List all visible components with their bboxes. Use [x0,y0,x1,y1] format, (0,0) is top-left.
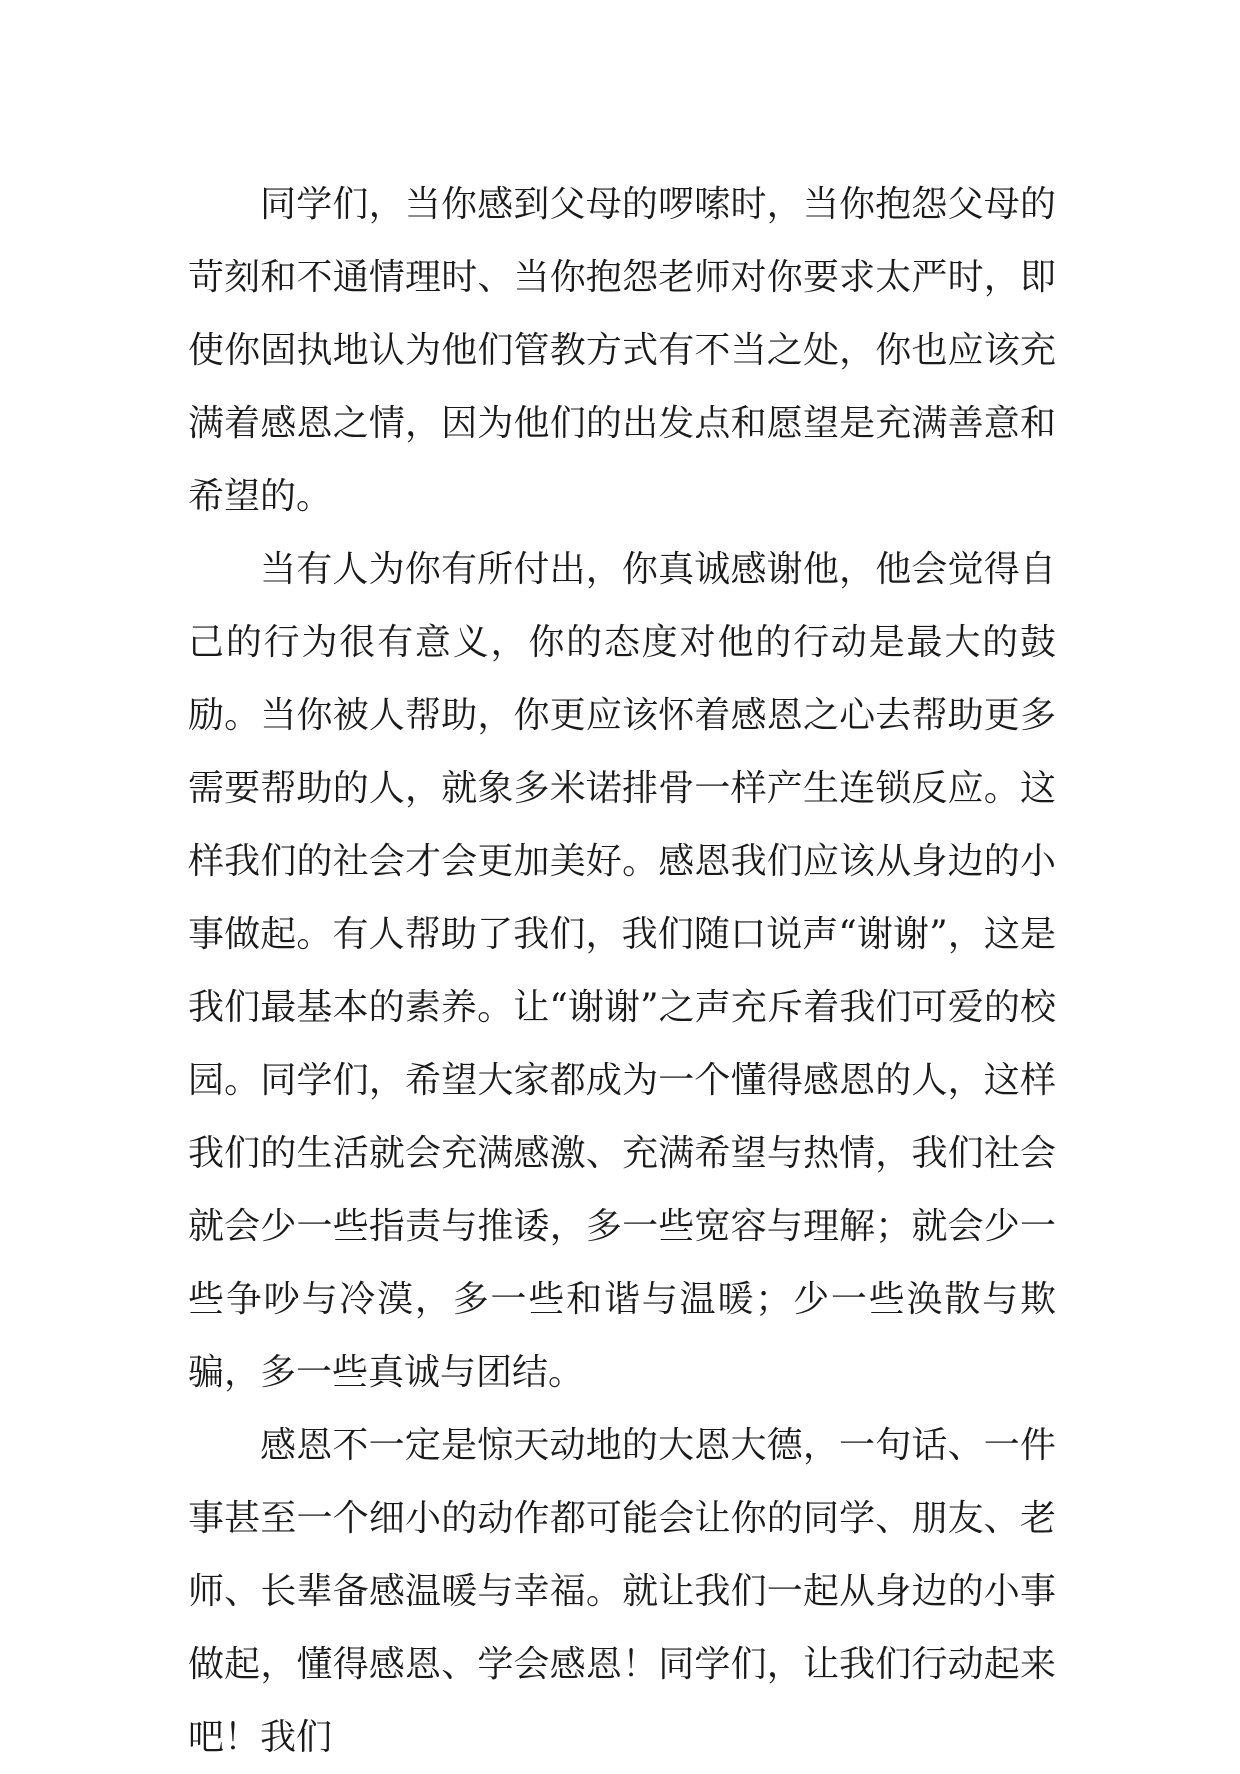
paragraph-thank-others: 当有人为你有所付出，你真诚感谢他，他会觉得自己的行为很有意义，你的态度对他的行动是最大的鼓励。当你被人帮助，你更应该怀着感恩之心去帮助更多需要帮助的人，就象多米诺排骨一样产生连锁反应。这样我们的社会才会更加美好。感恩我们应该从身边的小事做起。有人帮助了我们，我们随口说声“谢谢”，这是我们最基本的素养。让“谢谢”之声充斥着我们可爱的校园。同学们，希望大家都成为一个懂得感恩的人，这样我们的生活就会充满感激、充满希望与热情，我们社会就会少一些指责与推诿，多一些宽容与理解；就会少一些争吵与冷漠，多一些和谐与温暖；少一些涣散与欺骗，多一些真诚与团结。 [188,549,1056,1393]
document-body [188,168,1056,1774]
paragraph-small-things: 感恩不一定是惊天动地的大恩大德，一句话、一件事甚至一个细小的动作都可能会让你的同学、朋友、老师、长辈备感温暖与幸福。就让我们一起从身边的小事做起，懂得感恩、学会感恩！同学们，让我们行动起来吧！我们 [188,1425,1056,1758]
paragraph-parents-gratitude: 同学们，当你感到父母的啰嗦时，当你抱怨父母的苛刻和不通情理时、当你抱怨老师对你要求太严时，即使你固执地认为他们管教方式有不当之处，你也应该充满着感恩之情，因为他们的出发点和愿望是充满善意和希望的。 [188,184,1056,517]
